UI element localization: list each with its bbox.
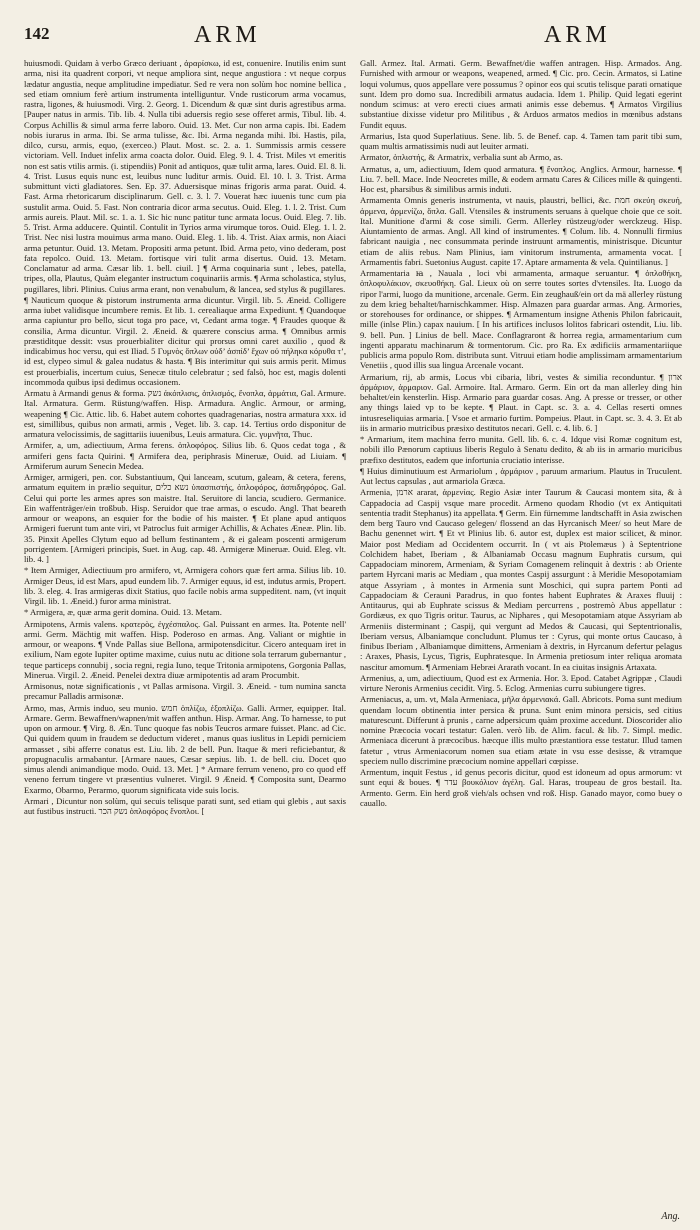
right-column [360, 58, 682, 817]
page-number: 142 [24, 24, 50, 43]
dictionary-entry: Armenius, a, um, adiectiuum, Quod est ex Armenia. Hor. 3. Epod. Catabet Agrippæ , Claudi virture Neronis Armenius cecidit. Virg. 5. Eclog. Armenias curru subiungere tigres. [360, 672, 682, 693]
dictionary-entry: Armiger, armigeri, pen. cor. Substantiuum, Qui lanceam, scutum, galeam, & cetera, ferens, armatum equitem in prælio sequitur, נשא כלים ὑπασπιστής, ὁπλοφόρος, ἀσπιδηφόρος. Gal. Celui qui porte les armes apres son maistre. Ital. Seruitore di lancia, scudiero. Germanice. Ein waffenträger/ein troßbub. Hisp. Seruidor que trae armas, o escudo. Angl. That beareth armour or weapons, an esquier for the bodie of his maister. ¶ Et plane apud antiquos Armigeri fuerunt tum ante viri, vt Patroclus fuit armiger Achillis, & Achates Æneæ. Plin. lib. 35. Pinxit Apelles Clytum equo ad bellum festinantem , & ei galeam poscenti armigerum porrigentem. [Armigeri principis, Suet. in Aug. cap. 48. Armigeræ Mineruæ. Ouid. Eleg. vlt. lib. 4. ] [24, 472, 346, 564]
text-columns [24, 58, 682, 817]
dictionary-entry: huiusmodi. Quidam à verbo Græco deriuant , ἀραρίσκω, id est, conuenire. Inutilis enim sunt arma, nisi ita quadrent corpori, vt neque ampliora sint, neque angustiora : vt neque corpus lædatur angustia, neque amplitudine impediatur. Sed re vera non solùm hoc nomine bellica , sed etiam omnium ferè artium instrumenta intelliguntur. Vnde rusticorum arma vocamus, rastra, ligones, & huiusmodi. Virg. 2. Georg. 1. Dicendum & quæ sint duris agrestibus arma. [Pauper natus in armis. Tib. lib. 4. Nulla tibi aduersis regio sese offeret armis, Tibul. lib. 4. Corpus Achillis & simul arma ferre laboro. Ouid. 13. Met. Cur non arma capis. Ibi. Eadem nobis iurarus in arma. Ibi. Se arma tulisse, &c. Ibi. Arma neganda mihi. Ibi. Hastis, pila, dilco, cursu, armis, equo, (exerceo.) Plaut. Most. sc. 2. a. 1. Summissis armis cessere victoriam. Vell. Induet infelix arma coacta dolor. Ouid. Eleg. 9. l. 4. Trist. Miles vt emeritis non est satis vtilis armis. (i. stipendiis) Ponit ad antiquos, quæ tulit arma, lares. Ouid. El. 8. li. 4. Trist. Lusus equis nunc est, leuibus nunc luditur armis. Ouid. El. 10. l. 3. Trist. Arma submittunt victi gladiatores. Sen. Ep. 37. Aduersisque minas frigoris arma parat. Ouid. 4. Fast. Arma rhetoricarum disciplinarum. Gell. c. 3. l. 7. Vouerat hæc iuuenis tunc cum pia sustulit arma. Ouid. 5. Fast. Non contraria dicor arma secutus. Ouid. Eleg. 1. l. 2. Trist. Cum armis aureis. Plaut. Mil. sc. 1. a. 1. Sic hic nunc patitur tunc armata locus. Ouid. Eleg. 7. lib. 5. Trist. Arma adducere. Quintil. Contulit in Tyrios arma virumque toros. Ouid. Eleg. 1. l. 2. Trist. Nec nisi lustra mouimus arma mano. Ouid. Eleg. 1. lib. 4. Trist. Aiax armis, non Aiaci arma petuntur. Ouid. 13. Metam. Propositi arma petunt. Ibid. Arma peto, vino dederam, post fata repolco. Ouid. 13. Metam. fortisque viri tulit arma disertus. Ouid. 13. Metam. Conclamatur ad arma. Cæsar lib. 1. bell. ciuil. ] ¶ Arma coquinaria sunt , lebes, patella, tripes, olla, Plautus, Quàm eleganter instructum coquinariis armis. ¶ Arma scholastica, stylus, pugillares, libri. Plinius. Cuius arma erant, non venabulum, & lancea, sed stylus & pugillares. [24, 58, 346, 294]
dictionary-entry: ¶ Nauticum quoque & pistorum instrumenta arma dicuntur. Virgil. lib. 5. Æneid. Colligere arma iubet validisque incumbere remis. Et lib. 1. cerealiaque arma Expediunt. ¶ Quandoque arma capiuntur pro bello, sicut toga pro pace, vt, Cedant arma togæ. ¶ Fraudes quoque & consilia, Arma dicuntur. Virgil. 2. Æneid. & quærere conscius arma. ¶ Omnibus armis præstiditque dessit: vsus prouerbialiter dicitur qui prorsus omni caret auxilio , quod & indicabimus hoc versu, qui est Iliad. 5 Γυμνὸς ὅπλων οὐδ’ ἀσπίδ’ ἔχων οὐ πήληκα κόρυθα τ’, id est, clypeo simul & galea nudatus & hasta. ¶ Bis interimitur qui suis armis perit. Mimus est prouerbialis, incertum cuius, Senecæ titulo celebratur ; sed falsò, hoc est, magis dolenti incommoda quibus ipsi dedimus occasionem. [24, 294, 346, 387]
dictionary-entry: Armarium, rij, ab armis, Locus vbi cibaria, libri, vestes & similia reconduntur. ¶ ארון ἀρμάριον, ἀρμαριον. Gal. Armoire. Ital. Armaro. Germ. Ein ort da man allerley ding hin behaltet/ein kensterlin. Hisp. Armario para guardar cosas. Ang. A presse or tresser, or other any things laied vp to be kepte. ¶ Plaut. in Capt. sc. 3. a. 4. Cellas reserti omnes intusreseliquias armaria. [ Vsoe et armario furtim. Pompeius. Plaut. in Capt. sc. 3. 4. 3. Et ab iis in armario mutricibus præsixo destitutos necari. Gell. c. 4. lib. 6. ] [360, 371, 682, 433]
left-column [24, 58, 346, 817]
dictionary-entry: Armamentaria ꙗ , Nauala , loci vbi armamenta, armaque seruantur. ¶ ὁπλοθήκη, ὁπλοφυλάκιον, σκευοθήκη. Gal. Lieux où on serre toutes sortes d'vtensiles. Ita. Luogo da ripor l'armi, luogo da munitione, arcenale. Germ. Ein zeughauß/ein ort da mä allerley rüstung zu dem krieg behaltet/harnischkammer. Hisp. Almazen para guardar armas. Ang. Armories, or storehouses for ordinance, or shippes. ¶ Armamentum insigne Athenis Philon fabricauit, mille (inlse Plin.) capax nauium. [ In his artifices inclusos lolitos fabricari ostendit, Liu. lib. 9. bell. Pun. ] Linius de bell. Mace. Conflagraront & horrea regia, armamentarium cum ingenti apparatu machinarum & tormentorum. Cic. pro Ra. Ex ædificiis armamentariique publicis arma populo Rom. distributa sunt. Vitruui etiam hodie amplissimam armamentarium Venetiis , quod illis sua lingua Arcenale vocant. [360, 268, 682, 371]
dictionary-entry: Armamenta Omnis generis instrumenta, vt nauis, plaustri, bellici, &c. חמת σκεύη σκευή, ἀρμενα, ἁρμενίζω, ὅπλα. Gall. Vtensiles & instruments seruans à quelque choie que ce soit. Ital. Munitione d'armi & cose simili. Germ. Allerley rüstzeug/oder werckzeug. Hisp. Aiuntamiento de armas. Angl. All kind of instrumentes. ¶ Colum. lib. 4. Nonnulli firmius fabricant nauigia , nec consummata perinde instruunt armamentis, ministrisque. Dicuntur etiam de aliis rebus. Nam Plinius, iam vinitorum instrumenta, armamenta vocat. [ Armamentis fabri. Suetonius August. capite 17. Aptare armamenta & vela. Quintilianus. ] [360, 195, 683, 267]
running-headword-right: ARM [544, 22, 611, 48]
dictionary-entry: * Armarium, item machina ferro munita. Gell. lib. 6. c. 4. Idque visi Romæ cognitum est, nobili illo Pænorum captiuus liberis Regulo à Senatu dedito, & ab iis in armario muricibus præfixo destitutos, eadem que infortunia cruciatio interisse. [360, 434, 682, 465]
dictionary-entry: Armenia, ארמן ararat, ἀρμενίας. Regio Asiæ inter Taurum & Caucasi montem sita, & à Cappadocia ad Caspij vsque mare procedit. Armeno quodam Rhodio (vt ex Antiquitati sententia tradit Stephanus) ita appellata. ¶ Germ. Ein fürnemme landtschafft in Asia zwischen dem berg Tauro vnd Caucaso gelegen/ flossend an das Hyrcanisch Meer/ so heut Mare de Bachu genennet wirt. ¶ Et vt Plinius lib. 6. autor est, duplex est maior scilicet, & minor. Maior post Mediam ad Occidentem occurrit. In ( vt ais Ptolemæus ) à Septentrione Colchidem habet, Iberiam , & Albaniamab Occasu magnum Euphratis cursum, qui Cappadociam minorem, Armeniam, & Syriam Comagenem relinquit à dextris : ab Oriente partem Hyrcani maris ac Mediam , qua montes Caspij assurgunt : à Meridie Mesopotamiam atque Assyriam , à montes in Armenia sunt Moschici, qui supra partem Ponti ad Cappadociam & Cerauni Paradrus, in quo fontes habent Euphrates & Araxes fluuij : Antitaurus, qui ab Euphrate scissus & Mediam percurrens , postremò Abus appellatur : Gordiæus, ex quo Tigris oritur. Taurus, ac Niphares , qui Mesopotamiam atque Assyriam ab Armeniis disterminant ; Caspij, qui vergunt ad Medos & Caucasi, qui Septentrionalis, Iberiam versus, Albaniamque concludunt. Plumus ter : Cyrus, qui monte ortus Caucaso, à finibus Iberiam , Albaniamque dimittens, Armeniam à dextris, in Hyrcanum defertur pelagus : Araxes, Phasis, Lycus, Tigris, Euphratesque. In Armenia pretiosum inter reliqua aromata nascitur amomum. ¶ Armeniam Hebræi Ararath vocant. In ea ciuitas insignis Artaxata. [360, 487, 682, 672]
dictionary-entry: Armentum, inquit Festus , id genus pecoris dicitur, quod est idoneum ad opus armorum: vt sunt equi & boues. ¶ עדר βουκόλιον ἀγέλη. Gal. Haras, troupeau de gros bestail. Ita. Armento. Germ. Ein herd groß vieh/als ochsen vnd roß. Hisp. Ganado mayor, como buey o cauallo. [360, 767, 682, 808]
dictionary-entry: * Item Armiger, Adiectiuum pro armifero, vt, Armigera cohors quæ fert arma. Silius lib. 10. Armiger Deus, id est Mars, apud eundem lib. 7. Armiger equus, id est, indutus armis, Propert. lib. 3. eleg. 4. Iras armigeras dixit Statius, quo facile nobis arma suppeditent. nam, (vt inquit Virgil. lib. 1. Æneid.) furor arma ministrat. [24, 565, 346, 606]
catchword: Ang. [661, 1211, 680, 1222]
dictionary-entry: Armo, mas, Armis induo, seu munio. חמש ὁπλίζω, ἐξοπλίζω. Galli. Armer, equipper. Ital. Armare. Germ. Bewaffnen/wapnen/mit waffen anthun. Hisp. Armar. Ang. To harnesse, to put upon on armour. ¶ Virg. 8. Æn. Tunc quoque fas nobis Teucros armare fuisset. Planc. ad Cic. Qui quidem quum in fraudem se deductum videret , manus quas iuslitus in Lepidi perniciem armasset , sibi afferre conatus est. Liu. lib. 2 de bell. Pun. Itaque & meri reficiebantur, & propugnaculis armabantur. [Armare naues, Cæsar sæpius. lib. 1. de bell. ciu. Docet quo simus alendi animandique modo. Ouid. 13. Met. ] * Armare ferrum veneno, pro co quod eff veneno ferrum tingere vt præsentius vulneret. Virgil. 9 Æneid. ¶ Composita sunt, Dearmo Exarmo, Obarmo, Perarmo, quorum significata vide suis locis. [24, 702, 346, 795]
dictionary-entry: Armifer, a, um, adiectiuum, Arma ferens. ὁπλοφόρος. Silius lib. 6. Quos cedat toga , & armiferi gens facta Quirini. ¶ Armifera dea, periphrasis Mineruæ, Ouid. ad Liuiam. ¶ Armiferum aurum Senecin Medea. [24, 440, 346, 471]
dictionary-entry: ¶ Huius diminutiuum est Armariolum , ἀρμάριον , paruum armarium. Plautus in Truculent. Aut lectus capsulas , aut armariola Græca. [360, 465, 682, 486]
dictionary-entry: Armarius, Ista quod Superlatiuus. Sene. lib. 5. de Benef. cap. 4. Tamen tam parit tibi sum, quam multis armatissimis nudi aut leuiter armati. [360, 130, 682, 151]
dictionary-entry: Armeniacus, a, um. vt, Mala Armeniaca, μῆλα ἀρμενιακά. Gall. Abricots. Poma sunt medium quendam locum obtinentia inter persica & pruna. Sunt enim minora persicis, sed citius maturescunt. Differunt à prunis , carne adpersicum quàm proxime accedunt. Dioscorider alio nomine Præcocia vocari testatur: Galen. verò lib. de Alim. facul. & lib. 7. Simpl. medic. Armeniaca dicerunt à præcocibus. hæcque illis multo præstantiora esse testatur. Illud tamen fatetur , vtrus Armeniacorum nomen sua etiam ætate in vsu esse desisse, & vtramque speciem nullo discrimine præcocium nomine appellari cœpisse. [360, 694, 682, 766]
dictionary-entry: Armisonus, notæ significationis , vt Pallas armisona. Virgil. 3. Æneid. - tum numina sancta precamur Palladis armisonæ. [24, 681, 346, 702]
dictionary-entry: Armari , Dicuntur non solùm, qui secuis telisque parati sunt, sed etiam qui glebis , aut saxis aut fustibus instructi. נשק הכר ὁπλοφόρος ἔνοπλοι. [ [24, 795, 346, 816]
running-headword-left: ARM [194, 22, 261, 48]
dictionary-entry: Armipotens, Armis valens. κρατερὸς, ἐγχέσπαλος. Gal. Puissant en armes. Ita. Potente nell' armi. Germ. Mächtig mit waffen. Hisp. Poderoso en armas. Ang. Valiant or mightie in armour, or weapons. ¶ Vnde Pallas siue Bellona, armipotensdicitur. Cicero antequam iret in exilium, Nam egote Iupiter optime maxime, cuius nutu ac ditione sola terrarum gubernantur , teque particeps connubij , socia regni, regia Iuno, teque Tritonia armipotens, Gorgonia Pallas, Minerua. Virgil. 2. Æneid. Penelei dextra diuæ armipotentis ad aram Procumbit. [24, 618, 346, 680]
dictionary-entry: * Armigera, æ, quæ arma gerit domina. Ouid. 13. Metam. [24, 607, 222, 618]
page-header [24, 24, 682, 58]
dictionary-entry: Armatu à Armandi genus & forma. נשק ἀκόπλισις, ὁπλισμός, ἔνοπλα, ἁρμάτια, Gal. Armure. Ital. Armatura. Germ. Rüstung/waffen. Hisp. Armadura. Anglic. Armour, or arming, weapening ¶ Cic. Attic. lib. 6. Habet autem cohortes quadragenarias, nostra armatura xxx. id est, simillibus, quibus non armati, armis , Veget. lib. 3. cap. 14. Tertius ordo disponitur de armatura velocissimis, de sagittariis iuuenibus, Leuis armatura. Cic. γυμνῆτα, Thuc. [24, 388, 346, 439]
dictionary-entry: Armator, ὁπλιστής, & Armatrix, verbalia sunt ab Armo, as. [360, 152, 563, 163]
dictionary-entry: Armatus, a, um, adiectiuum, Idem quod armatura. ¶ ἔνοπλος. Anglics. Armour, harnesse. ¶ Liu. 7. bell. Mace. Inde Neocretes mille, & eodem armatu Cares & Cilices mille & quingenti. Hoc est, pharsibus & similibus armis induti. [360, 163, 682, 194]
dictionary-entry: Gall. Armez. Ital. Armati. Germ. Bewaffnet/die waffen antragen. Hisp. Armados. Ang. Furnished with armour or weapons, weapened, armed. ¶ Cic. pro. Cecin. Armatos, si Latine loqui volumus, quos appellare vere possumus ? opinor eos qui scutis telisque parati ornatique sunt. Idem pro domo sua. Incredibili armatus audacia. Idem 1. Philip. Quid legati egerint nondum scimus: at vero erecti ciues armati animis esse debemus. ¶ Armatos Virgilius substantiue dixisse videtur pro Militibus , & Arduos armatos medios in mœnibus adstans Fundit equus. [360, 58, 682, 130]
